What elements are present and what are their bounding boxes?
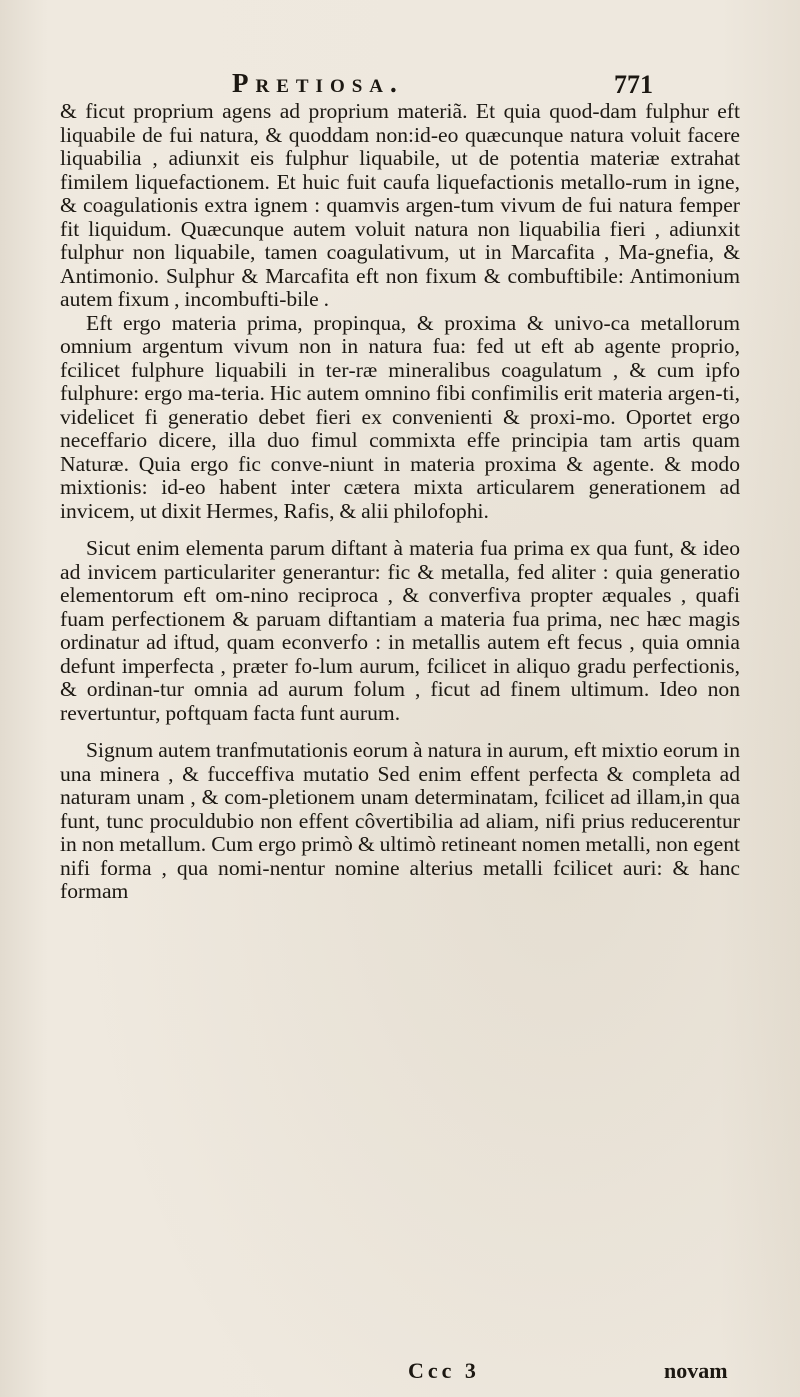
paragraph-4: Signum autem tranfmutationis eorum à natura in aurum, eft mixtio eorum in una minera , & fucceffiva mutatio Sed enim effent perfecta & completa ad naturam unam , & com‑pletionem unam determinatam, fcilicet ad illam,in qua funt, tunc proculdubio non effent côvertibilia ad aliam, nifi prius reducerentur in non metallum. Cum ergo primò & ultimò retineant nomen metalli, non egent nifi forma , qua nomi‑nentur nomine alterius metalli fcilicet auri: & hanc formam [60, 738, 740, 903]
body-text [60, 100, 740, 904]
paragraph-2: Eft ergo materia prima, propinqua, & proxima & univo‑ca metallorum omnium argentum vivum non in natura fua: fed ut eft ab agente proprio, fcilicet fulphure liquabili in ter‑ræ mineralibus coagulatum , & cum ipfo fulphure: ergo ma‑teria. Hic autem omnino fibi confimilis erit materia argen‑ti, videlicet fi generatio debet fieri ex convenienti & proxi‑mo. Oportet ergo neceffario dicere, illa duo fimul commixta effe principia tam artis quam Naturæ. Quia ergo fic conve‑niunt in materia proxima & agente. & modo mixtionis: id‑eo habent inter cætera mixta articularem generationem ad invicem, ut dixit Hermes, Rafis, & alii philofophi. [60, 310, 740, 523]
page-number: 771 [614, 70, 653, 99]
paragraph-1: & ficut proprium agens ad proprium materiã. Et quia quod‑dam fulphur eft liquabile de fui natura, & quoddam non:id‑eo quæcunque natura voluit facere liquabilia , adiunxit eis fulphur liquabile, ut de potentia materiæ extrahat fimilem liquefactionem. Et huic fuit caufa liquefactionis metallo‑rum in igne, & coagulationis extra ignem : quamvis argen‑tum vivum de fui natura femper fit liquidum. Quæcunque autem voluit natura non liquabilia fieri , adiunxit fulphur non liquabile, tamen coagulativum, ut in Marcafita , Ma‑gnefia, & Antimonio. Sulphur & Marcafita eft non fixum & combuftibile: Antimonium autem fixum , incombufti‑bile . [60, 99, 740, 311]
signature-line [0, 1358, 800, 1386]
catchword: novam [664, 1358, 728, 1383]
paragraph-3: Sicut enim elementa parum diftant à materia fua prima ex qua funt, & ideo ad invicem particulariter generantur: fic & metalla, fed aliter : quia generatio elementorum eft om‑nino reciproca , & converfiva propter æquales , quafi fuam perfectionem & paruam diftantiam a materia fua prima, nec hæc magis ordinatur ad iftud, quam econverfo : in metallis autem eft fecus , quia omnia defunt imperfecta , præter fo‑lum aurum, fcilicet in aliquo gradu perfectionis, & ordinan‑tur omnia ad aurum folum , ficut ad finem ultimum. Ideo non revertuntur, poftquam facta funt aurum. [60, 536, 740, 725]
signature-mark: Ccc 3 [408, 1358, 480, 1383]
running-title: Pretiosa. [232, 68, 404, 98]
